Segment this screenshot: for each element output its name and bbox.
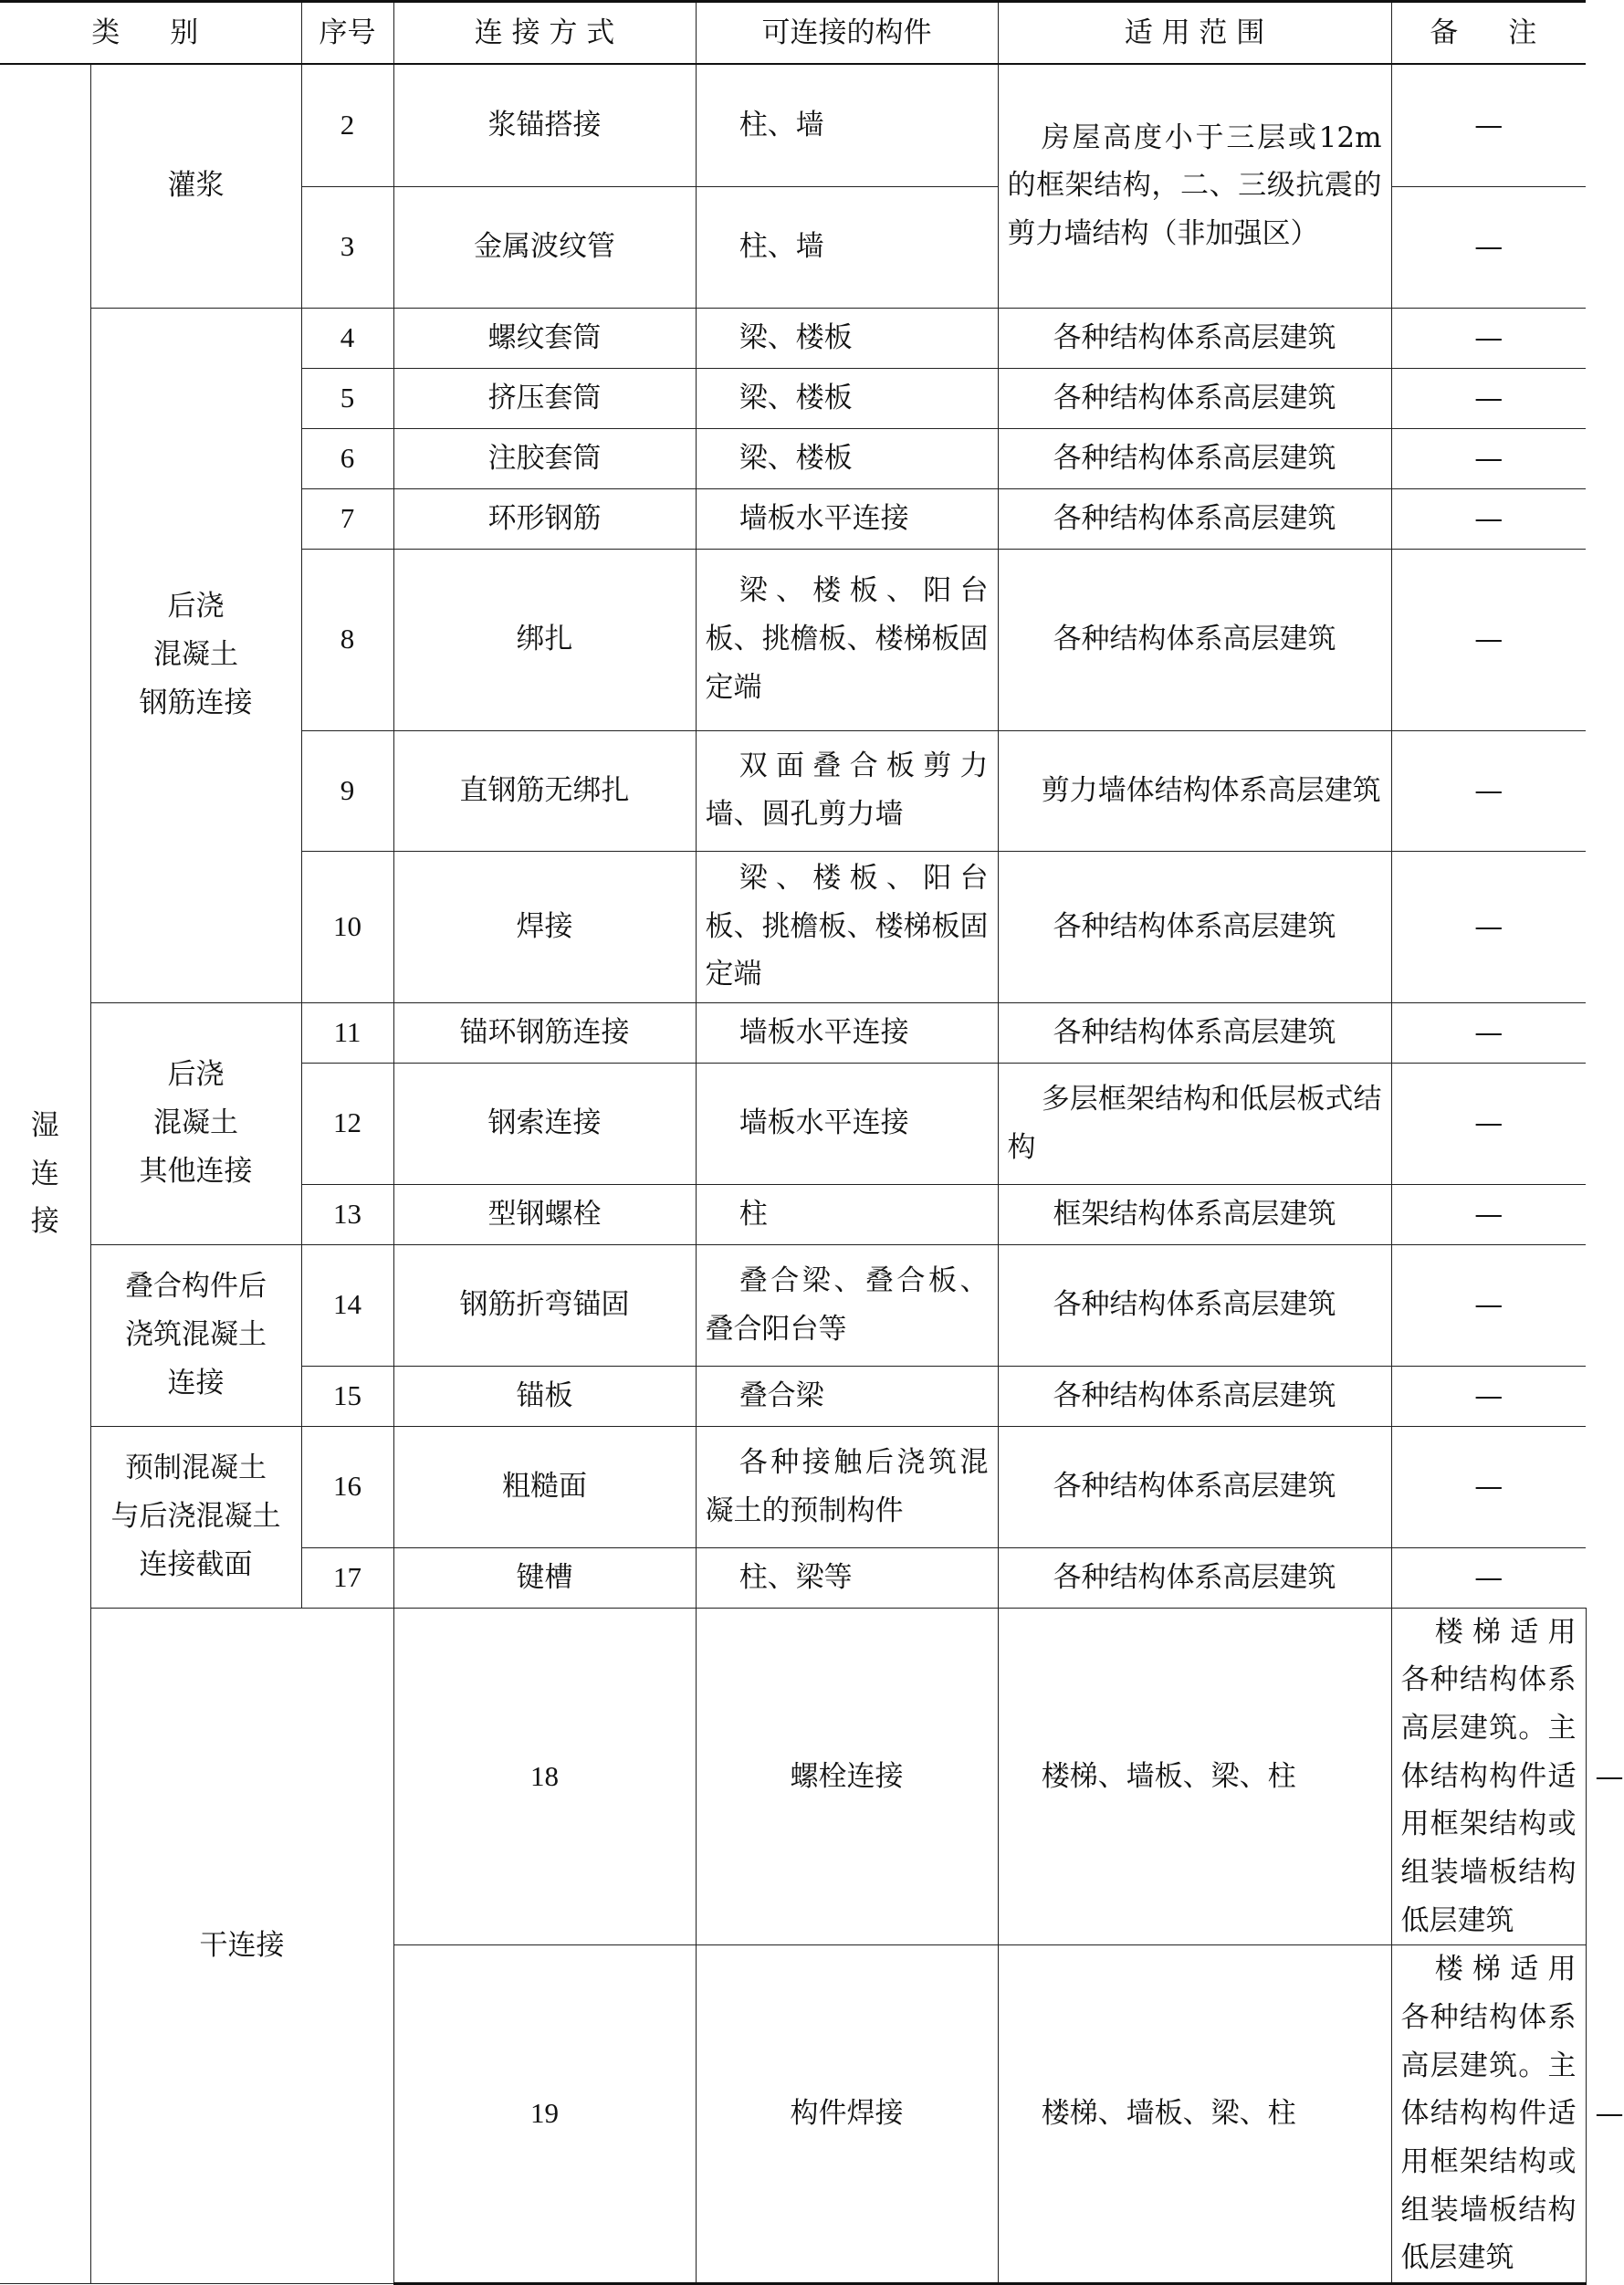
row-number: 17 <box>301 1547 393 1608</box>
group-wet-connection: 湿 连 接 <box>0 64 90 2284</box>
row-number: 12 <box>301 1063 393 1184</box>
row-scope: 各种结构体系高层建筑 <box>998 1366 1391 1426</box>
row-remark: — <box>1391 1244 1586 1366</box>
row-method: 型钢螺栓 <box>393 1184 696 1244</box>
row-number: 15 <box>301 1366 393 1426</box>
row-method: 键槽 <box>393 1547 696 1608</box>
row-method: 构件焊接 <box>696 1945 998 2284</box>
row-remark: — <box>1391 1366 1586 1426</box>
table-row <box>0 64 1586 186</box>
row-number: 4 <box>301 308 393 368</box>
row-scope: 剪力墙体结构体系高层建筑 <box>998 730 1391 851</box>
row-components: 墙板水平连接 <box>696 1002 998 1063</box>
row-method: 绑扎 <box>393 549 696 730</box>
row-method: 挤压套筒 <box>393 368 696 428</box>
row-scope: 各种结构体系高层建筑 <box>998 308 1391 368</box>
row-number: 14 <box>301 1244 393 1366</box>
header-remark: 备 注 <box>1391 2 1586 65</box>
table-row <box>0 1002 1586 1063</box>
group-dry-connection: 干连接 <box>90 1608 393 2284</box>
row-remark: — <box>1391 1063 1586 1184</box>
row-scope: 各种结构体系高层建筑 <box>998 1547 1391 1608</box>
row-components: 柱、梁等 <box>696 1547 998 1608</box>
table-row: 19 构件焊接 楼梯、墙板、梁、柱 楼梯适用各种结构体系高层建筑。主体结构构件适用框架结构或组装墙板结构低层建筑 — <box>0 1945 1586 2284</box>
row-scope: 房屋高度小于三层或12m的框架结构，二、三级抗震的剪力墙结构（非加强区） <box>998 64 1391 308</box>
row-method: 金属波纹管 <box>393 186 696 308</box>
row-remark: — <box>1391 308 1586 368</box>
row-scope: 各种结构体系高层建筑 <box>998 1426 1391 1547</box>
row-components: 梁、楼板、阳台板、挑檐板、楼梯板固定端 <box>696 851 998 1002</box>
row-components: 楼梯、墙板、梁、柱 <box>998 1608 1391 1945</box>
row-scope: 框架结构体系高层建筑 <box>998 1184 1391 1244</box>
row-components: 墙板水平连接 <box>696 1063 998 1184</box>
row-remark: — <box>1391 730 1586 851</box>
row-number: 10 <box>301 851 393 1002</box>
table-row <box>0 1426 1586 1547</box>
row-scope: 各种结构体系高层建筑 <box>998 851 1391 1002</box>
row-number: 13 <box>301 1184 393 1244</box>
row-remark: — <box>1391 488 1586 549</box>
row-scope: 各种结构体系高层建筑 <box>998 1002 1391 1063</box>
row-remark: — <box>1391 64 1586 186</box>
header-method: 连 接 方 式 <box>393 2 696 65</box>
row-method: 螺纹套筒 <box>393 308 696 368</box>
row-number: 19 <box>393 1945 696 2284</box>
row-remark: — <box>1391 186 1586 308</box>
row-components: 叠合梁 <box>696 1366 998 1426</box>
group-postcast-other: 后浇 混凝土 其他连接 <box>90 1002 301 1244</box>
row-remark: — <box>1391 368 1586 428</box>
row-remark: — <box>1391 1547 1586 1608</box>
row-components: 柱 <box>696 1184 998 1244</box>
row-scope: 各种结构体系高层建筑 <box>998 549 1391 730</box>
header-components: 可连接的构件 <box>696 2 998 65</box>
table-row: 干连接 18 螺栓连接 楼梯、墙板、梁、柱 楼梯适用各种结构体系高层建筑。主体结构构件适用框架结构或组装墙板结构低层建筑 — <box>0 1608 1586 1945</box>
row-method: 环形钢筋 <box>393 488 696 549</box>
row-components: 楼梯、墙板、梁、柱 <box>998 1945 1391 2284</box>
row-remark: — <box>1391 549 1586 730</box>
table-row <box>0 1244 1586 1366</box>
header-category: 类 别 <box>0 2 301 65</box>
row-scope: 各种结构体系高层建筑 <box>998 1244 1391 1366</box>
row-components: 梁、楼板 <box>696 368 998 428</box>
row-method: 焊接 <box>393 851 696 1002</box>
row-scope: 楼梯适用各种结构体系高层建筑。主体结构构件适用框架结构或组装墙板结构低层建筑 <box>1391 1608 1586 1945</box>
header-scope: 适 用 范 围 <box>998 2 1391 65</box>
row-number: 6 <box>301 428 393 488</box>
row-number: 9 <box>301 730 393 851</box>
row-remark: — <box>1391 851 1586 1002</box>
row-remark: — <box>1391 1002 1586 1063</box>
group-composite: 叠合构件后 浇筑混凝土 连接 <box>90 1244 301 1426</box>
group-grout: 灌浆 <box>90 64 301 308</box>
group-interface: 预制混凝土 与后浇混凝土 连接截面 <box>90 1426 301 1608</box>
row-components: 梁、楼板 <box>696 428 998 488</box>
row-method: 钢筋折弯锚固 <box>393 1244 696 1366</box>
row-components: 柱、墙 <box>696 186 998 308</box>
row-method: 注胶套筒 <box>393 428 696 488</box>
row-number: 18 <box>393 1608 696 1945</box>
row-method: 螺栓连接 <box>696 1608 998 1945</box>
row-method: 锚板 <box>393 1366 696 1426</box>
row-components: 梁、楼板、阳台板、挑檐板、楼梯板固定端 <box>696 549 998 730</box>
table-row <box>0 308 1586 368</box>
group-postcast-rebar: 后浇 混凝土 钢筋连接 <box>90 308 301 1002</box>
row-method: 浆锚搭接 <box>393 64 696 186</box>
row-remark: — <box>1391 1184 1586 1244</box>
row-number: 3 <box>301 186 393 308</box>
row-method: 粗糙面 <box>393 1426 696 1547</box>
row-number: 8 <box>301 549 393 730</box>
row-scope: 楼梯适用各种结构体系高层建筑。主体结构构件适用框架结构或组装墙板结构低层建筑 <box>1391 1945 1586 2284</box>
row-method: 锚环钢筋连接 <box>393 1002 696 1063</box>
row-components: 双面叠合板剪力墙、圆孔剪力墙 <box>696 730 998 851</box>
row-method: 直钢筋无绑扎 <box>393 730 696 851</box>
row-number: 7 <box>301 488 393 549</box>
row-components: 叠合梁、叠合板、叠合阳台等 <box>696 1244 998 1366</box>
row-components: 梁、楼板 <box>696 308 998 368</box>
row-remark: — <box>1391 428 1586 488</box>
row-components: 各种接触后浇筑混凝土的预制构件 <box>696 1426 998 1547</box>
row-components: 墙板水平连接 <box>696 488 998 549</box>
row-remark: — <box>1391 1426 1586 1547</box>
row-number: 11 <box>301 1002 393 1063</box>
row-number: 16 <box>301 1426 393 1547</box>
row-scope: 各种结构体系高层建筑 <box>998 368 1391 428</box>
row-scope: 各种结构体系高层建筑 <box>998 428 1391 488</box>
row-number: 2 <box>301 64 393 186</box>
header-number: 序号 <box>301 2 393 65</box>
row-components: 柱、墙 <box>696 64 998 186</box>
row-method: 钢索连接 <box>393 1063 696 1184</box>
row-scope: 多层框架结构和低层板式结构 <box>998 1063 1391 1184</box>
row-scope: 各种结构体系高层建筑 <box>998 488 1391 549</box>
table-header-row <box>0 2 1586 65</box>
row-number: 5 <box>301 368 393 428</box>
